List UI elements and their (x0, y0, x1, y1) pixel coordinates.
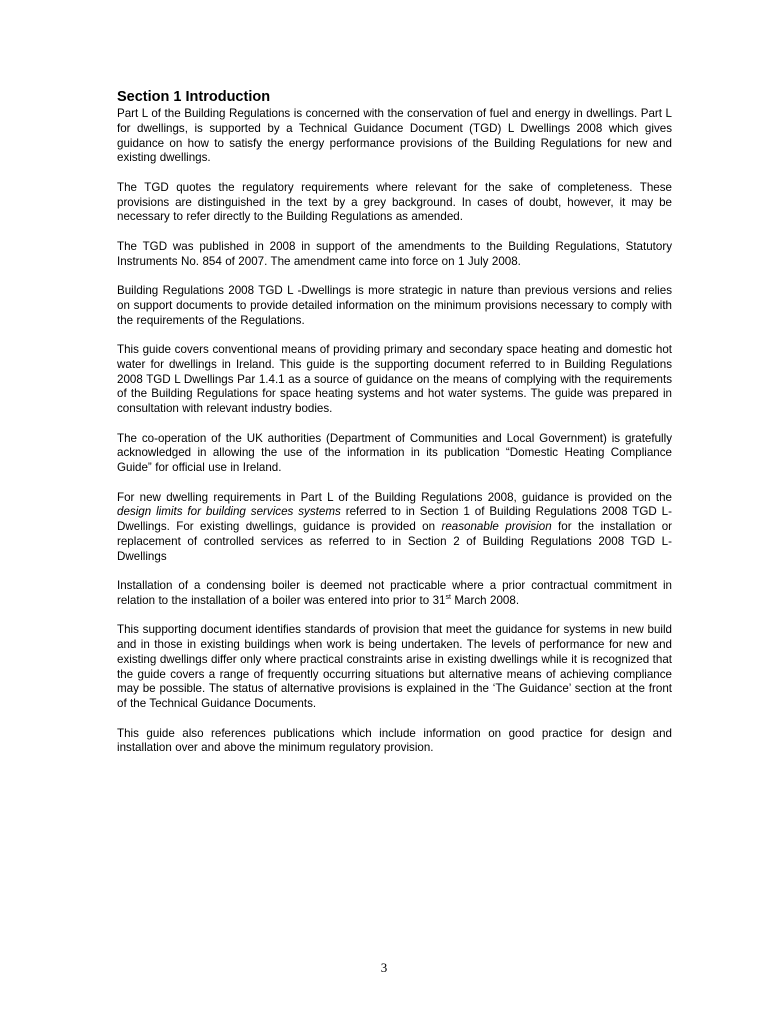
paragraph-tgd-publication: The TGD was published in 2008 in support of the amendments to the Building Regulations, Statutory Instruments No. 854 of 2007. The amendment came into force on 1 July 2008. (117, 239, 672, 268)
paragraph-good-practice-references: This guide also references publications which include information on good practice for design and installation over and above the minimum regulatory provision. (117, 726, 672, 755)
text-run: Installation of a condensing boiler is deemed not practicable where a prior contractual commitment in relation to the installation of a boiler was entered into prior to 31 (117, 579, 672, 607)
paragraph-part-l-overview: Part L of the Building Regulations is concerned with the conservation of fuel and energy in dwellings. Part L for dwellings, is supported by a Technical Guidance Document (TGD) L Dwellings 2008 which gives guidance on how to satisfy the energy performance provisions of the Building Regulations for new and existing dwellings. (117, 107, 672, 165)
document-body (117, 89, 672, 771)
italic-text-reasonable-provision: reasonable provision (441, 520, 552, 534)
page-number: 3 (380, 960, 388, 975)
paragraph-strategic-nature: Building Regulations 2008 TGD L -Dwellings is more strategic in nature than previous versions and relies on support documents to provide detailed information on the minimum provisions necessary to comply with the requirements of the Regulations. (117, 283, 672, 327)
text-run: March 2008. (450, 593, 520, 607)
paragraph-new-dwelling-requirements (117, 491, 672, 565)
text-run: referred to in Section 1 of Building Regulations 2008 TGD L- Dwellings. For existing dwellings, guidance is provided on (117, 505, 672, 534)
paragraph-condensing-boiler (117, 579, 672, 609)
paragraph-regulatory-requirements: The TGD quotes the regulatory requirements where relevant for the sake of completeness. These provisions are distinguished in the text by a grey background. In cases of doubt, however, it may be necessary to refer directly to the Building Regulations as amended. (117, 180, 672, 224)
ordinal-suffix: st (445, 594, 451, 602)
paragraph-guide-scope: This guide covers conventional means of providing primary and secondary space heating and domestic hot water for dwellings in Ireland. This guide is the supporting document referred to in Building Regulations 2008 TGD L Dwellings Par 1.4.1 as a source of guidance on the means of complying with the requirements of the Building Regulations for space heating systems and hot water systems. The guide was prepared in consultation with relevant industry bodies. (117, 342, 672, 416)
paragraph-standards-of-provision: This supporting document identifies standards of provision that meet the guidance for systems in new build and in those in existing buildings when work is being undertaken. The levels of performance for new and existing dwellings differ only where practical constraints arise in existing dwellings while it is recognized that the guide covers a range of frequently occurring situations but alternative means of achieving compliance may be possible. The status of alternative provisions is explained in the ‘The Guidance’ section at the front of the Technical Guidance Documents. (117, 623, 672, 711)
text-run: For new dwelling requirements in Part L of the Building Regulations 2008, guidance is provided on the (117, 490, 672, 504)
italic-text-design-limits: design limits for building services systems (117, 505, 341, 519)
section-heading: Section 1 Introduction (117, 89, 271, 105)
paragraph-uk-cooperation: The co-operation of the UK authorities (Department of Communities and Local Government) is gratefully acknowledged in allowing the use of the information in its publication “Domestic Heating Compliance Guide” for official use in Ireland. (117, 431, 672, 475)
text-run: for the installation or replacement of controlled services as referred to in Section 2 of Building Regulations 2008 TGD L-Dwellings (117, 520, 673, 563)
